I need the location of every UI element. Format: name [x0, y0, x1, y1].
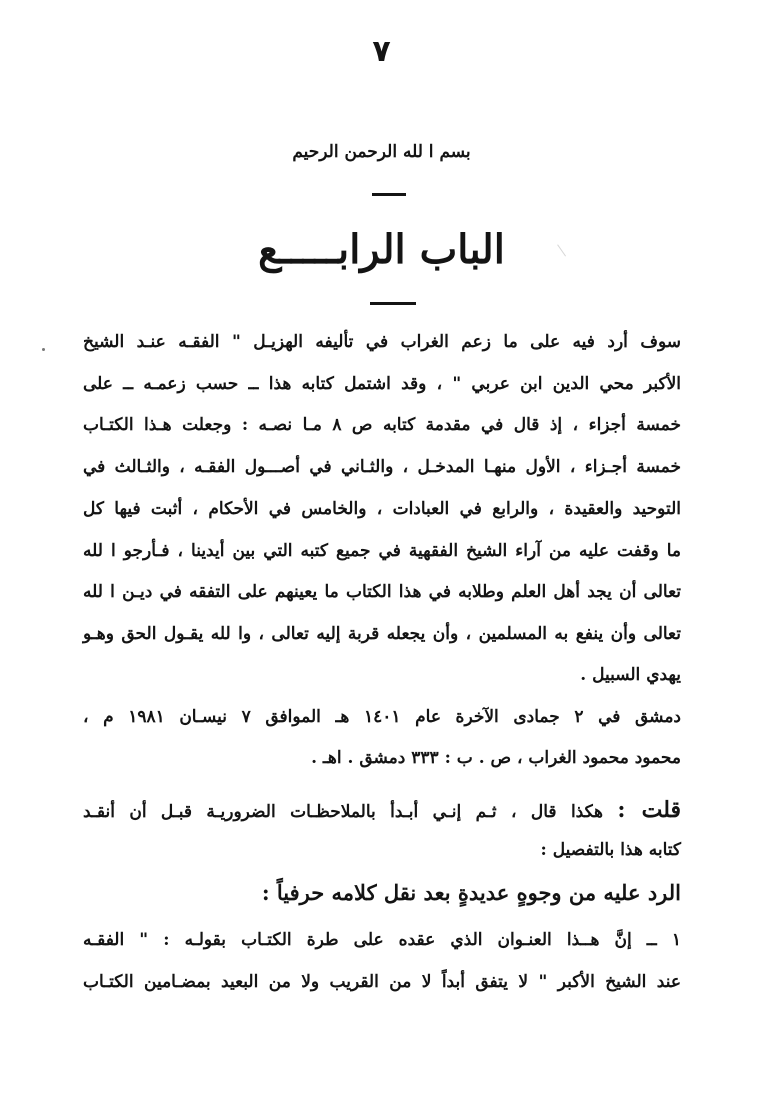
- paragraph-line: خمسة أجـزاء ، الأول منهـا المدخـل ، والثـاني في أصـــول الفقـه ، والثـالث في: [83, 457, 681, 477]
- paragraph-line: التوحيد والعقيدة ، والرابع في العبادات ، والخامس في الأحكام ، أثبت فيها كل: [83, 499, 681, 519]
- paragraph-line: الأكبر محي الدين ابن عربي " ، وقد اشتمل كتابه هذا ــ حسب زعمـه ــ على: [83, 374, 681, 394]
- chapter-title: الباب الرابـــــع: [258, 226, 505, 273]
- point-line: ١ ــ إنَّ هــذا العنـوان الذي عقده على طرة الكتـاب بقولـه : " الفقـه: [83, 930, 681, 950]
- paragraph-2-line: كتابه هذا بالتفصيل :: [540, 840, 681, 860]
- paragraph-2-line: [83, 798, 681, 824]
- paragraph-line: سوف أرد فيه على ما زعم الغراب في تأليفه الهزيـل " الفقـه عنـد الشيخ: [83, 332, 681, 352]
- paragraph-line: يهدي السبيل .: [580, 665, 681, 685]
- paragraph-line: ما وقفت عليه من آراء الشيخ الفقهية في جميع كتبه التي بين أيدينا ، فـأرجو ا لله: [83, 541, 681, 561]
- paragraph-2-text: هكذا قال ، ثـم إنـي أبـدأ بالملاحظـات الضروريـة قبـل أن أنقـد: [83, 802, 603, 822]
- title-rule-bottom: [370, 302, 416, 305]
- section-heading: الرد عليه من وجوهٍ عديدةٍ بعد نقل كلامه حرفياً :: [261, 880, 681, 905]
- date-line: دمشق في ٢ جمادى الآخرة عام ١٤٠١ هـ الموافق ٧ نيسـان ١٩٨١ م ،: [83, 707, 681, 727]
- paragraph-line: تعالى وأن ينفع به المسلمين ، وأن يجعله قربة إليه تعالى ، وا لله يقـول الحق وهـو: [83, 624, 681, 644]
- paragraph-line: خمسة أجزاء ، إذ قال في مقدمة كتابه ص ٨ مـا نصـه : وجعلت هـذا الكتـاب: [83, 415, 681, 435]
- basmala: بسم ا لله الرحمن الرحيم: [292, 142, 471, 162]
- signature-line: محمود محمود الغراب ، ص . ب : ٣٣٣ دمشق . اهـ .: [311, 748, 681, 768]
- scan-dot: [42, 348, 45, 351]
- point-line: عند الشيخ الأكبر " لا يتفق أبداً لا من القريب ولا من البعيد بمضـامين الكتـاب: [83, 972, 681, 992]
- page-number: ٧: [372, 34, 391, 69]
- qultu-word: قلت :: [617, 797, 681, 823]
- paragraph-line: تعالى أن يجد أهل العلم وطلابه في هذا الكتاب ما يعينهم على التفقه في ديـن ا لله: [83, 582, 681, 602]
- title-rule-top: [372, 193, 406, 196]
